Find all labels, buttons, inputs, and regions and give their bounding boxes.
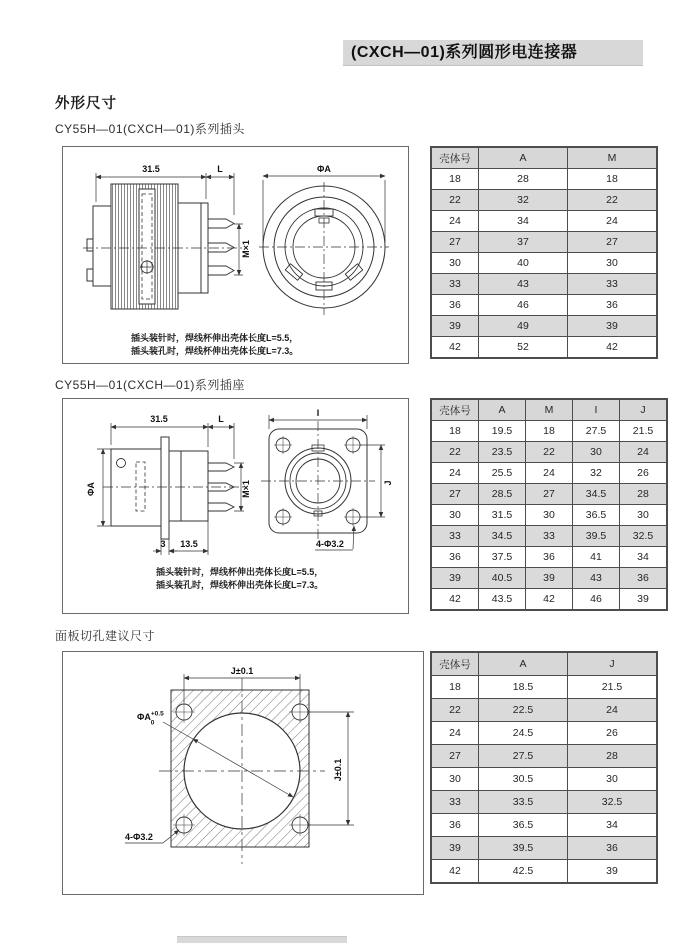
table-cell: 42 (431, 860, 479, 884)
table-cell: 19.5 (479, 421, 526, 442)
table-row (431, 814, 657, 837)
socket-technical-drawing (63, 399, 408, 613)
dim-label-span-vertical: J±0.1 (333, 758, 343, 782)
table-cell: 30 (568, 253, 658, 274)
table-row (431, 505, 667, 526)
table-row (431, 699, 657, 722)
table-cell: 27.5 (573, 421, 620, 442)
table-cell: 36.5 (479, 814, 568, 837)
socket-front-view (261, 421, 375, 541)
plug-front-view (259, 182, 389, 315)
table-cell: 22 (568, 190, 658, 211)
table-row (431, 676, 657, 699)
table-cell: 30 (431, 768, 479, 791)
table-row (431, 211, 657, 232)
table-row (431, 274, 657, 295)
table-cell: 23.5 (479, 442, 526, 463)
table-row (431, 295, 657, 316)
table-cell: 27 (526, 484, 573, 505)
table-cell: 31.5 (479, 505, 526, 526)
table-cell: 28 (620, 484, 668, 505)
plug-contacts (208, 219, 234, 275)
table-cell: 34 (568, 814, 658, 837)
table-cell: 42.5 (479, 860, 568, 884)
table-cell: 36 (431, 814, 479, 837)
table-cell: 30 (568, 768, 658, 791)
table-row (431, 463, 667, 484)
table-cell: 26 (568, 722, 658, 745)
table-cell: 37.5 (479, 547, 526, 568)
table-row (431, 722, 657, 745)
table-cell: 34.5 (479, 526, 526, 547)
table-cell: 36 (431, 295, 479, 316)
table-row (431, 232, 657, 253)
table-cell: 39 (620, 589, 668, 611)
column-header: A (479, 399, 526, 421)
column-header: 壳体号 (431, 147, 479, 169)
table-row (431, 589, 667, 611)
column-header: I (573, 399, 620, 421)
table-cell: 22 (431, 190, 479, 211)
table-cell: 27 (431, 745, 479, 768)
column-header: 壳体号 (431, 652, 479, 676)
dim-label-holes: 4-Φ3.2 (125, 832, 153, 842)
table-cell: 39 (431, 568, 479, 589)
table-cell: 28 (568, 745, 658, 768)
table-cell: 28 (479, 169, 568, 190)
column-header: M (526, 399, 573, 421)
socket-series-label: CY55H—01(CXCH—01)系列插座 (55, 378, 245, 392)
table-cell: 43.5 (479, 589, 526, 611)
table-cell: 36.5 (573, 505, 620, 526)
dim-label-width: 31.5 (150, 414, 168, 424)
table-cell: 27.5 (479, 745, 568, 768)
dim-label-thread: M×1 (241, 240, 251, 258)
table-cell: 27 (431, 232, 479, 253)
panel-cutout-drawing (63, 652, 423, 894)
table-row (431, 316, 657, 337)
panel-cutout-dimension-table (430, 651, 658, 884)
table-row (431, 253, 657, 274)
table-cell: 30 (431, 505, 479, 526)
column-header: M (568, 147, 658, 169)
table-cell: 24 (568, 211, 658, 232)
table-row (431, 484, 667, 505)
table-cell: 36 (620, 568, 668, 589)
table-cell: 26 (620, 463, 668, 484)
table-cell: 33 (431, 791, 479, 814)
table-cell: 33.5 (479, 791, 568, 814)
table-cell: 24 (431, 722, 479, 745)
table-cell: 21.5 (620, 421, 668, 442)
table-cell: 24 (526, 463, 573, 484)
plug-side-view (83, 184, 245, 309)
table-row (431, 190, 657, 211)
socket-note-pin: 插头装针时，焊线杯伸出壳体长度L=5.5， (156, 567, 324, 577)
table-cell: 32.5 (620, 526, 668, 547)
dim-label-span-horizontal: J±0.1 (230, 666, 254, 676)
dim-label-flange: 3 (160, 539, 166, 549)
column-header: A (479, 147, 568, 169)
table-row (431, 860, 657, 884)
plug-drawing-panel (62, 146, 409, 364)
table-cell: 34 (479, 211, 568, 232)
column-header: A (479, 652, 568, 676)
table-cell: 18 (568, 169, 658, 190)
table-cell: 43 (573, 568, 620, 589)
table-cell: 30 (431, 253, 479, 274)
dim-label-width: 31.5 (142, 164, 160, 174)
table-cell: 18 (431, 676, 479, 699)
table-cell: 34 (620, 547, 668, 568)
table-row (431, 837, 657, 860)
table-cell: 36 (526, 547, 573, 568)
table-cell: 24 (431, 211, 479, 232)
table-cell: 30.5 (479, 768, 568, 791)
plug-note-pin: 插头装针时，焊线杯伸出壳体长度L=5.5， (131, 333, 299, 343)
table-cell: 30 (526, 505, 573, 526)
table-cell: 39 (568, 860, 658, 884)
table-cell: 25.5 (479, 463, 526, 484)
table-cell: 36 (568, 837, 658, 860)
table-cell: 18.5 (479, 676, 568, 699)
page-title: (CXCH—01)系列圆形电连接器 (343, 40, 643, 66)
table-cell: 33 (526, 526, 573, 547)
table-cell: 52 (479, 337, 568, 359)
table-cell: 21.5 (568, 676, 658, 699)
table-cell: 18 (431, 169, 479, 190)
table-cell: 40 (479, 253, 568, 274)
table-cell: 32 (479, 190, 568, 211)
table-cell: 40.5 (479, 568, 526, 589)
table-cell: 33 (431, 526, 479, 547)
socket-side-view (103, 437, 245, 539)
plug-series-label: CY55H—01(CXCH—01)系列插头 (55, 122, 245, 136)
table-cell: 22 (431, 442, 479, 463)
footer-bar (177, 936, 347, 943)
table-cell: 36 (431, 547, 479, 568)
table-cell: 46 (573, 589, 620, 611)
table-cell: 42 (568, 337, 658, 359)
column-header: J (568, 652, 658, 676)
table-cell: 36 (568, 295, 658, 316)
dim-label-length: L (217, 164, 223, 174)
table-cell: 42 (431, 589, 479, 611)
socket-drawing-panel (62, 398, 409, 614)
plug-dimension-table (430, 146, 658, 359)
table-cell: 34.5 (573, 484, 620, 505)
table-cell: 32 (573, 463, 620, 484)
dim-label-length: L (218, 414, 224, 424)
column-header: 壳体号 (431, 399, 479, 421)
table-cell: 24 (620, 442, 668, 463)
header-row (431, 399, 667, 421)
table-row (431, 337, 657, 359)
table-cell: 18 (526, 421, 573, 442)
table-cell: 39.5 (479, 837, 568, 860)
panel-cutout-drawing-panel (62, 651, 424, 895)
table-cell: 39 (431, 316, 479, 337)
table-cell: 42 (431, 337, 479, 359)
table-cell: 43 (479, 274, 568, 295)
table-row (431, 547, 667, 568)
table-cell: 41 (573, 547, 620, 568)
panel-cutout-label: 面板切孔建议尺寸 (55, 629, 156, 643)
table-cell: 39.5 (573, 526, 620, 547)
dim-label-hole-span: J (383, 480, 393, 486)
table-cell: 24 (431, 463, 479, 484)
socket-note-socket: 插头装孔时，焊线杯伸出壳体长度L=7.3。 (156, 580, 324, 590)
table-cell: 33 (568, 274, 658, 295)
table-cell: 39 (431, 837, 479, 860)
table-row (431, 169, 657, 190)
dim-label-thread: M×1 (241, 480, 251, 498)
table-cell: 49 (479, 316, 568, 337)
table-cell: 39 (568, 316, 658, 337)
table-cell: 24.5 (479, 722, 568, 745)
plug-technical-drawing (63, 147, 408, 363)
table-row (431, 768, 657, 791)
table-cell: 27 (568, 232, 658, 253)
table-cell: 37 (479, 232, 568, 253)
dim-label-diameter: ΦA (86, 482, 96, 496)
table-cell: 30 (573, 442, 620, 463)
table-cell: 32.5 (568, 791, 658, 814)
dim-label-cutout-diameter: $\Phi A^{+0.5}$ 0 (137, 710, 164, 727)
table-cell: 22 (526, 442, 573, 463)
column-header: J (620, 399, 668, 421)
table-row (431, 526, 667, 547)
table-row (431, 791, 657, 814)
outline-dimensions-heading: 外形尺寸 (55, 96, 117, 112)
table-cell: 24 (568, 699, 658, 722)
header-row (431, 147, 657, 169)
table-cell: 33 (431, 274, 479, 295)
dim-label-diameter: ΦA (317, 164, 331, 174)
table-cell: 28.5 (479, 484, 526, 505)
table-row (431, 421, 667, 442)
header-row (431, 652, 657, 676)
dim-label-holes: 4-Φ3.2 (316, 539, 344, 549)
table-row (431, 568, 667, 589)
table-cell: 27 (431, 484, 479, 505)
socket-dimension-table (430, 398, 668, 611)
plug-note-socket: 插头装孔时，焊线杯伸出壳体长度L=7.3。 (131, 346, 299, 356)
table-cell: 30 (620, 505, 668, 526)
table-cell: 39 (526, 568, 573, 589)
table-cell: 22 (431, 699, 479, 722)
table-cell: 18 (431, 421, 479, 442)
table-row (431, 442, 667, 463)
table-cell: 22.5 (479, 699, 568, 722)
table-cell: 42 (526, 589, 573, 611)
table-cell: 46 (479, 295, 568, 316)
dim-label-square: I (316, 408, 320, 418)
dim-label-rear: 13.5 (180, 539, 198, 549)
table-row (431, 745, 657, 768)
